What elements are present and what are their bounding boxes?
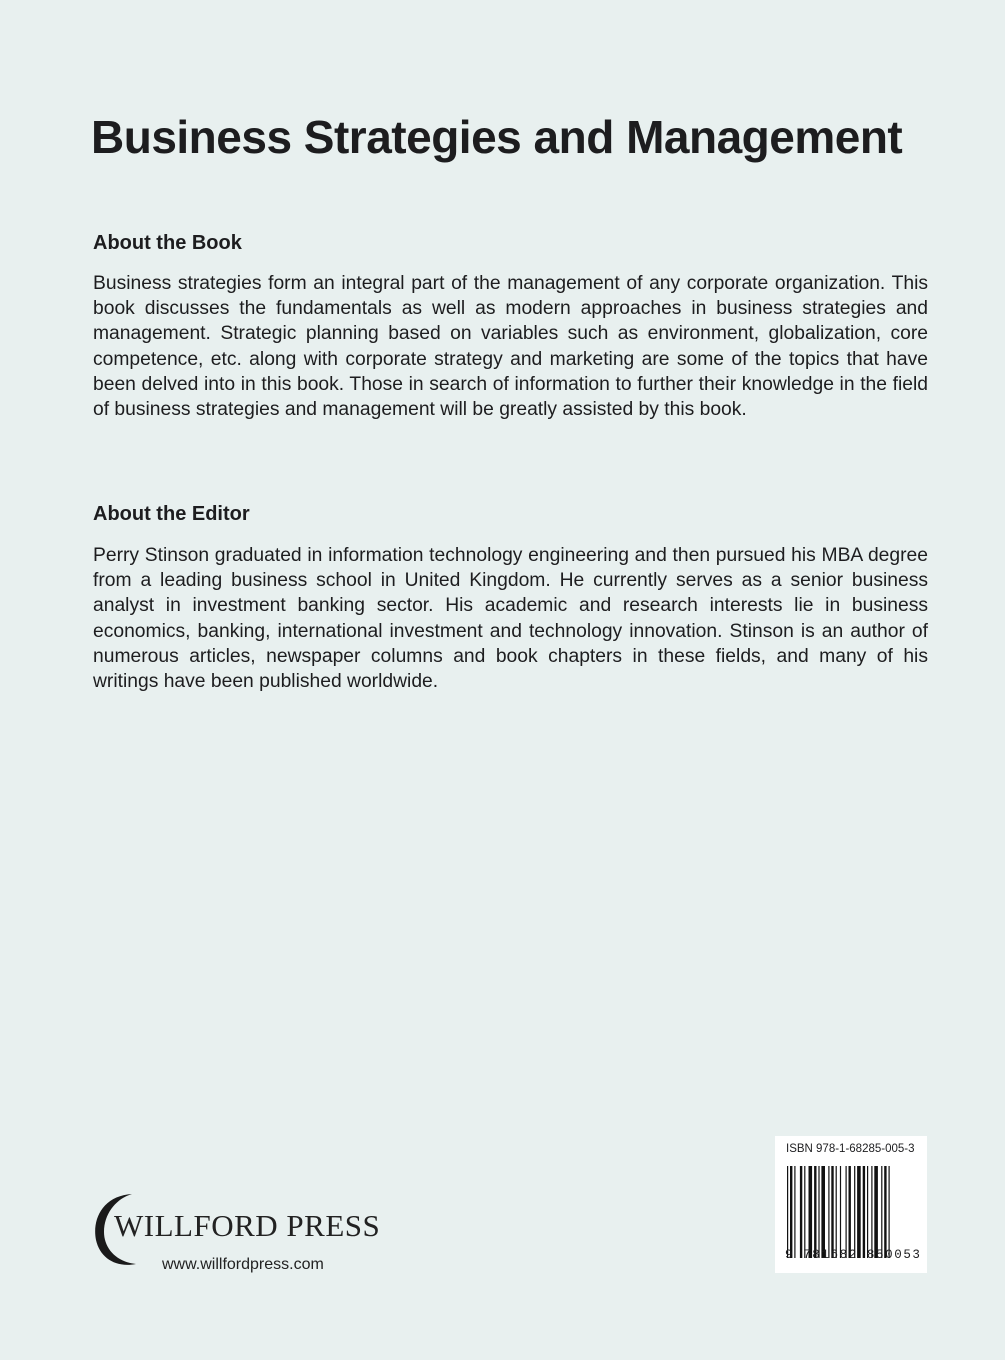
barcode-bar (818, 1166, 819, 1258)
about-editor-heading: About the Editor (93, 503, 250, 525)
barcode-bar (836, 1166, 837, 1258)
barcode-bar (867, 1166, 868, 1258)
isbn-barcode-box (775, 1136, 927, 1273)
barcode-bar (790, 1166, 792, 1258)
barcode-bar (821, 1166, 825, 1258)
publisher-name: WILLFORD PRESS (114, 1208, 381, 1243)
barcode-bar (889, 1166, 890, 1258)
about-editor-text: Perry Stinson graduated in information technology engineering and then pursued his MBA degree from a leading business school in United Kingdom. He currently serves as a senior business analyst in investment banking sector. His academic and research interests lie in business economics, banking, international investment and technology innovation. Stinson is an author of numerous articles, newspaper columns and book chapters in these fields, and many of his writings have been published worldwide. (93, 545, 928, 693)
barcode-bar (854, 1166, 855, 1258)
barcode-bar (814, 1166, 816, 1258)
barcode-bar (787, 1166, 788, 1258)
barcode-bar (881, 1166, 882, 1258)
barcode-bar (857, 1166, 861, 1258)
barcode-bar (849, 1166, 851, 1258)
about-book-heading: About the Book (93, 232, 242, 254)
barcode-bar (846, 1166, 847, 1258)
barcode-bar (874, 1166, 878, 1258)
barcode-bar (840, 1166, 841, 1258)
barcode-bar (804, 1166, 805, 1258)
book-title: Business Strategies and Management (91, 111, 903, 163)
barcode-bar (831, 1166, 833, 1258)
isbn-digits: 9 781682 850053 (785, 1248, 922, 1262)
barcode-bar (871, 1166, 872, 1258)
barcode-bar (809, 1166, 813, 1258)
barcode-bar (863, 1166, 865, 1258)
publisher-logo (92, 1190, 381, 1280)
barcode-bar (828, 1166, 829, 1258)
barcode (787, 1166, 917, 1258)
about-book-text: Business strategies form an integral part of the management of any corporate organization. This book discusses the fundamentals as well as modern approaches in business strategies and management. Strategic planning based on variables such as environment, globalization, core competence, etc. along with corporate strategy and marketing are some of the topics that have been delved into in this book. Those in search of information to further their knowledge in the field of business strategies and management will be greatly assisted by this book. (93, 273, 928, 421)
barcode-bar (794, 1166, 795, 1258)
publisher-url: www.willfordpress.com (162, 1256, 324, 1273)
barcode-bar (800, 1166, 802, 1258)
isbn-label: ISBN 978-1-68285-005-3 (786, 1143, 915, 1155)
barcode-bar (884, 1166, 886, 1258)
